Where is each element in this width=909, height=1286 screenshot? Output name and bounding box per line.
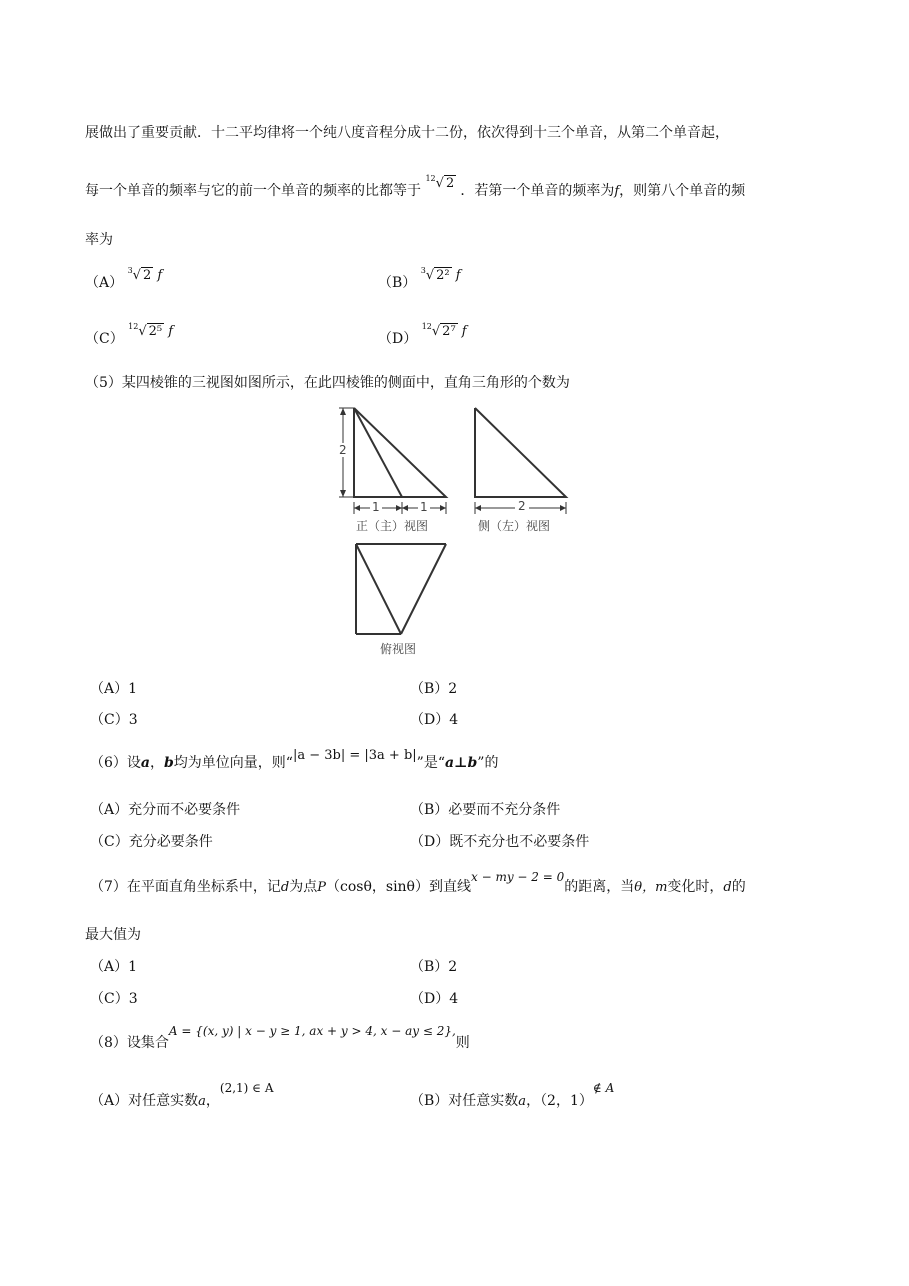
q4-line2-a: 每一个单音的频率与它的前一个单音的频率的比都等于 <box>85 183 421 199</box>
q8-opt-b-var: a <box>518 1094 527 1109</box>
q7-stem-b: 为点 <box>289 879 318 895</box>
q6-option-d <box>410 833 589 851</box>
option-label: （D） <box>410 712 450 728</box>
option-text: 1 <box>128 681 138 697</box>
radicand: 2 <box>142 268 152 283</box>
radical-index: 3 <box>420 266 426 275</box>
q7-option-a <box>90 958 137 976</box>
option-label: （D） <box>378 331 418 347</box>
q7-option-c <box>90 990 138 1008</box>
q7-d: d <box>280 880 290 895</box>
side-view-caption: 侧（左）视图 <box>478 519 551 533</box>
option-text: 3 <box>128 712 138 728</box>
q7-stem-d: 的距离，当 <box>564 879 635 895</box>
option-label: （B） <box>378 275 417 291</box>
q8-stem-a: （8）设集合 <box>90 1035 169 1051</box>
q4-option-a <box>85 266 163 294</box>
q8-opt-a-sep: ， <box>205 1093 220 1109</box>
q8-opt-a-var: a <box>198 1094 206 1109</box>
option-label: （C） <box>90 834 129 850</box>
front-width-dims <box>350 500 450 516</box>
q8-stem-b: 则 <box>455 1035 470 1051</box>
option-text: 1 <box>128 959 138 975</box>
q8-opt-b-point: （2，1） <box>540 1093 593 1109</box>
q4-ratio-radical: $^{12}$√ 2 <box>425 174 455 191</box>
q7-line-eq: x − my − 2 = 0 <box>471 870 565 884</box>
radical-index: 12 <box>421 322 432 331</box>
q7-option-d <box>410 990 458 1008</box>
q7-line2: 最大值为 <box>85 927 141 943</box>
q4-option-d <box>378 322 467 350</box>
option-text: 2 <box>448 681 458 697</box>
q4-ratio-index: 12 <box>425 174 436 183</box>
q6-stem-d: ”的 <box>477 755 499 771</box>
option-label: （C） <box>85 331 124 347</box>
option-label: （B） <box>410 959 449 975</box>
radicand: 2⁵ <box>148 324 163 339</box>
front-dim-left-label: 1 <box>372 500 380 514</box>
q7-stem-a: （7）在平面直角坐标系中，记 <box>90 879 281 895</box>
front-view-caption: 正（主）视图 <box>356 519 429 533</box>
front-view-inner-edge <box>354 408 402 497</box>
option-text: 2 <box>448 959 458 975</box>
q6-option-b <box>410 801 560 819</box>
dim-arrow-3 <box>402 505 408 511</box>
option-text: 充分而不必要条件 <box>128 802 241 818</box>
var: f <box>455 268 461 283</box>
q8-option-a <box>90 1081 274 1111</box>
option-text: 充分必要条件 <box>128 834 213 850</box>
q6-vec-b: b <box>164 755 174 771</box>
front-view-outline <box>354 408 446 497</box>
q8-option-b <box>410 1081 615 1111</box>
option-label: （A） <box>85 275 124 291</box>
var: f <box>168 324 174 339</box>
q5-side-view <box>470 402 574 502</box>
q4-freq-var: f <box>614 184 620 199</box>
option-label: （C） <box>90 712 129 728</box>
side-dim-arrow-left <box>475 505 481 511</box>
dim-arrow-2 <box>396 505 402 511</box>
option-label: （B） <box>410 802 449 818</box>
q4-option-c-radical: $^{12}$√ 2⁵ f <box>128 322 174 339</box>
front-dim-right-label: 1 <box>420 500 428 514</box>
q6-stem-c: ”是“ <box>416 755 445 771</box>
top-view-diagonal-right <box>401 544 446 634</box>
q7-stem-c: 到直线 <box>429 879 471 895</box>
option-label: （D） <box>410 834 450 850</box>
q5-front-view <box>334 402 454 507</box>
height-arrow-top <box>340 408 346 415</box>
option-text: 4 <box>449 712 459 728</box>
top-view-diagonal-left <box>356 544 401 634</box>
q7-stem-f: 的 <box>731 879 746 895</box>
option-label: （B） <box>410 681 449 697</box>
q4-option-a-radical: $^3$√ 2 f <box>127 266 163 283</box>
top-view-caption: 俯视图 <box>380 642 417 656</box>
q5-option-c <box>90 711 138 729</box>
q6-expression: |a − 3b| = |3a + b| <box>292 748 417 763</box>
q6-vec-a: a <box>140 755 150 771</box>
q8-opt-b-expr: ∉ A <box>592 1081 615 1095</box>
dim-arrow-1 <box>354 505 360 511</box>
q4-line2-c: ，则第八个单音的频 <box>619 183 746 199</box>
q6-sep: ， <box>150 755 164 771</box>
side-dim-label: 2 <box>515 499 529 513</box>
option-label: （C） <box>90 991 129 1007</box>
q5-option-b <box>410 680 457 698</box>
q5-top-view <box>350 540 450 640</box>
radicand: 2⁷ <box>442 324 456 339</box>
q7-vars: θ，m <box>634 880 668 895</box>
q6-option-c <box>90 833 213 851</box>
q8-opt-a-label: （A）对任意实数 <box>90 1093 199 1109</box>
option-text: 既不充分也不必要条件 <box>449 834 590 850</box>
q6-perp: a⊥b <box>444 755 478 771</box>
q8-stem <box>90 1024 470 1052</box>
q8-opt-b-sep: ， <box>526 1093 541 1109</box>
q7-stem <box>90 870 746 897</box>
q4-option-c <box>85 322 174 350</box>
q4-ratio-radicand: 2 <box>445 176 455 191</box>
q7-option-b <box>410 958 457 976</box>
radicand: 2² <box>436 268 450 283</box>
side-dim-arrow-right <box>560 505 566 511</box>
q6-option-a <box>90 801 240 819</box>
option-text: 3 <box>128 991 138 1007</box>
q8-opt-b-label: （B）对任意实数 <box>410 1093 519 1109</box>
q6-stem-a: （6）设 <box>90 755 141 771</box>
q7-stem-e: 变化时， <box>667 879 724 895</box>
q4-option-b <box>378 266 461 294</box>
side-view-outline <box>475 408 566 497</box>
q8-set-expr: A = {(x, y) | x − y ≥ 1, ax + y > 4, x − ay ≤ 2}, <box>168 1024 456 1038</box>
front-height-label: 2 <box>339 443 347 457</box>
q5-stem: （5）某四棱锥的三视图如图所示，在此四棱锥的侧面中，直角三角形的个数为 <box>85 375 570 391</box>
q4-option-b-radical: $^3$√ 2² f <box>420 266 461 283</box>
q4-line3: 率为 <box>85 232 113 248</box>
option-label: （A） <box>90 802 129 818</box>
radical-index: 12 <box>128 322 139 331</box>
q7-d2: d <box>723 880 732 895</box>
q5-option-a <box>90 680 137 698</box>
option-text: 4 <box>449 991 459 1007</box>
option-label: （D） <box>410 991 450 1007</box>
q8-opt-a-expr: (2,1) ∈ A <box>219 1081 274 1095</box>
q4-line2 <box>85 174 746 202</box>
q4-option-d-radical: $^{12}$√ 2⁷ f <box>421 322 467 339</box>
q4-line2-b: ．若第一个单音的频率为 <box>460 183 615 199</box>
var: f <box>461 324 467 339</box>
option-text: 必要而不充分条件 <box>448 802 561 818</box>
q7-P: P <box>317 880 326 895</box>
dim-arrow-4 <box>440 505 446 511</box>
option-label: （A） <box>90 681 129 697</box>
height-arrow-bottom <box>340 490 346 497</box>
radical-index: 3 <box>127 266 133 275</box>
q6-stem-b: 均为单位向量，则“ <box>173 755 293 771</box>
q4-line1: 展做出了重要贡献．十二平均律将一个纯八度音程分成十二份，依次得到十三个单音，从第二个单音起， <box>85 125 729 141</box>
q7-point: （cosθ，sinθ） <box>326 879 429 895</box>
q5-option-d <box>410 711 458 729</box>
var: f <box>157 268 163 283</box>
q6-stem <box>90 748 499 773</box>
option-label: （A） <box>90 959 129 975</box>
